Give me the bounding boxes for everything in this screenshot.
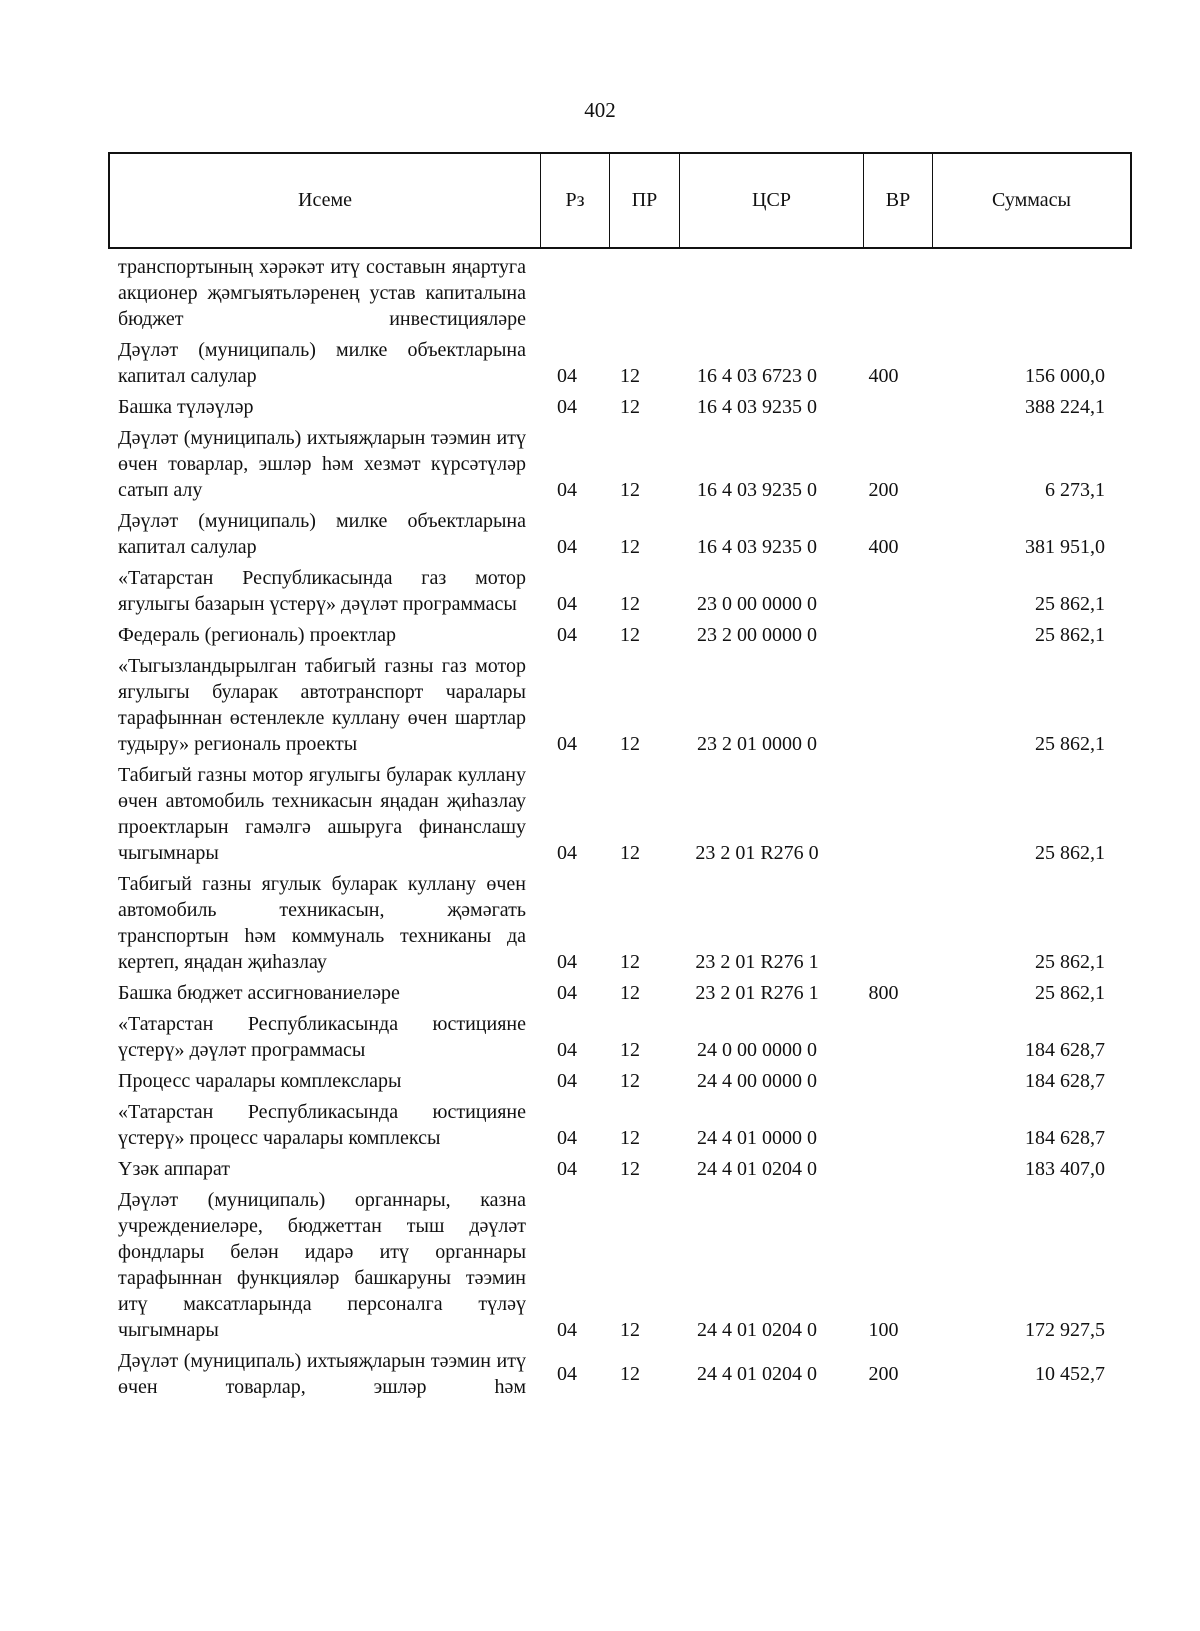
header-sum: Суммасы: [992, 189, 1071, 211]
row-vr: 800: [868, 982, 899, 1004]
row-pr: 12: [620, 1319, 640, 1341]
row-name: Башка бюджет ассигнованиеләре: [118, 982, 400, 1004]
row-sum: 25 862,1: [1035, 624, 1105, 646]
header-csr: ЦСР: [680, 154, 864, 247]
row-rz: 04: [557, 624, 577, 646]
row-name: Үзәк аппарат: [118, 1158, 230, 1180]
row-rz: 04: [557, 842, 577, 864]
row-csr: 24 4 01 0000 0: [697, 1127, 817, 1149]
row-name: Дәүләт (муниципаль) органнары, казна учреждениеләре, бюджеттан тыш дәүләт фондлары белән идарә итү органнары тарафыннан функцияләр башкаруны тәэмин итү максатларында персоналга түләү чыгымнары: [118, 1189, 526, 1341]
header-vr: ВР: [864, 154, 933, 247]
header-pr: ПР: [610, 154, 680, 247]
row-pr: 12: [620, 624, 640, 646]
row-vr: 400: [868, 365, 899, 387]
row-pr: 12: [620, 593, 640, 615]
row-sum: 25 862,1: [1035, 951, 1105, 973]
row-rz: 04: [557, 365, 577, 387]
table-row: [108, 1348, 1132, 1400]
row-csr: 16 4 03 6723 0: [697, 365, 817, 387]
table-row: [108, 622, 1132, 648]
row-rz: 04: [557, 1319, 577, 1341]
row-name: Дәүләт (муниципаль) милке объектларына капитал салулар: [118, 510, 526, 558]
table-row: [108, 762, 1132, 866]
row-name: «Татарстан Республикасында юстицияне үстерү» дәүләт программасы: [118, 1013, 526, 1061]
table-row: [108, 254, 1132, 332]
row-sum: 156 000,0: [1025, 365, 1105, 387]
row-pr: 12: [620, 842, 640, 864]
table-row: [108, 653, 1132, 757]
table-row: [108, 871, 1132, 975]
row-sum: 25 862,1: [1035, 842, 1105, 864]
row-pr: 12: [620, 733, 640, 755]
row-sum: 184 628,7: [1025, 1070, 1105, 1092]
row-rz: 04: [557, 1127, 577, 1149]
row-name: Табигый газны ягулык буларак куллану өчен автомобиль техникасын, җәмәгать транспортын һәм коммуналь техниканы да кертеп, яңадан җиһазлау: [118, 873, 526, 973]
row-csr: 24 4 01 0204 0: [697, 1319, 817, 1341]
row-pr: 12: [620, 396, 640, 418]
row-rz: 04: [557, 1158, 577, 1180]
table-body: [108, 254, 1132, 1405]
row-csr: 24 0 00 0000 0: [697, 1039, 817, 1061]
row-csr: 16 4 03 9235 0: [697, 479, 817, 501]
row-pr: 12: [620, 536, 640, 558]
row-pr: 12: [620, 1070, 640, 1092]
row-rz: 04: [557, 951, 577, 973]
row-pr: 12: [620, 1039, 640, 1061]
row-sum: 10 452,7: [1035, 1363, 1105, 1385]
row-csr: 24 4 01 0204 0: [697, 1158, 817, 1180]
header-rz: Рз: [541, 154, 610, 247]
row-csr: 23 0 00 0000 0: [697, 593, 817, 615]
row-csr: 23 2 01 R276 0: [695, 842, 819, 864]
row-sum: 172 927,5: [1025, 1319, 1105, 1341]
table-row: [108, 425, 1132, 503]
row-pr: 12: [620, 365, 640, 387]
row-csr: 23 2 00 0000 0: [697, 624, 817, 646]
row-rz: 04: [557, 479, 577, 501]
row-csr: 23 2 01 R276 1: [695, 982, 819, 1004]
row-name: Процесс чаралары комплекслары: [118, 1070, 402, 1092]
row-sum: 184 628,7: [1025, 1039, 1105, 1061]
row-name: Дәүләт (муниципаль) милке объектларына капитал салулар: [118, 339, 526, 387]
row-pr: 12: [620, 982, 640, 1004]
row-pr: 12: [620, 1158, 640, 1180]
table-row: [108, 1099, 1132, 1151]
row-vr: 100: [868, 1319, 899, 1341]
row-vr: 400: [868, 536, 899, 558]
row-csr: 23 2 01 R276 1: [695, 951, 819, 973]
row-sum: 388 224,1: [1025, 396, 1105, 418]
row-sum: 183 407,0: [1025, 1158, 1105, 1180]
row-pr: 12: [620, 1127, 640, 1149]
row-sum: 381 951,0: [1025, 536, 1105, 558]
table-row: [108, 394, 1132, 420]
row-csr: 16 4 03 9235 0: [697, 396, 817, 418]
row-name: Федераль (региональ) проектлар: [118, 624, 396, 646]
row-rz: 04: [557, 733, 577, 755]
row-rz: 04: [557, 536, 577, 558]
table-row: [108, 980, 1132, 1006]
row-rz: 04: [557, 1070, 577, 1092]
row-name: «Тыгызландырылган табигый газны газ мотор ягулыгы буларак автотранспорт чаралары тарафыннан өстенлекле куллану өчен шартлар тудыру» региональ проекты: [118, 655, 526, 755]
header-name: Исеме: [110, 154, 541, 247]
row-sum: 184 628,7: [1025, 1127, 1105, 1149]
row-pr: 12: [620, 951, 640, 973]
row-csr: 16 4 03 9235 0: [697, 536, 817, 558]
row-name: Табигый газны мотор ягулыгы буларак куллану өчен автомобиль техникасын яңадан җиһазлау проектларын гамәлгә ашыруга финанслашу чыгымнары: [118, 764, 526, 864]
row-pr: 12: [620, 479, 640, 501]
table-row: [108, 1068, 1132, 1094]
row-name: «Татарстан Республикасында юстицияне үстерү» процесс чаралары комплексы: [118, 1101, 526, 1149]
row-rz: 04: [557, 1363, 577, 1385]
row-name: Дәүләт (муниципаль) ихтыяҗларын тәэмин итү өчен товарлар, эшләр һәм хезмәт күрсәтүләр сатып алу: [118, 427, 526, 501]
table-row: [108, 508, 1132, 560]
row-name: «Татарстан Республикасында газ мотор ягулыгы базарын үстерү» дәүләт программасы: [118, 567, 526, 615]
row-rz: 04: [557, 396, 577, 418]
row-csr: 24 4 00 0000 0: [697, 1070, 817, 1092]
row-sum: 6 273,1: [1045, 479, 1105, 501]
table-row: [108, 565, 1132, 617]
table-row: [108, 1156, 1132, 1182]
table-row: [108, 337, 1132, 389]
row-vr: 200: [868, 1363, 899, 1385]
row-name: Башка түләүләр: [118, 396, 254, 418]
row-rz: 04: [557, 593, 577, 615]
row-sum: 25 862,1: [1035, 593, 1105, 615]
row-csr: 24 4 01 0204 0: [697, 1363, 817, 1385]
table-row: [108, 1187, 1132, 1343]
row-rz: 04: [557, 1039, 577, 1061]
table-row: [108, 1011, 1132, 1063]
page-number: 402: [584, 98, 616, 122]
row-sum: 25 862,1: [1035, 733, 1105, 755]
row-name: транспортының хәрәкәт итү составын яңартуга акционер җәмгыятьләренең устав капиталына бюджет инвестицияләре: [118, 256, 526, 330]
row-csr: 23 2 01 0000 0: [697, 733, 817, 755]
row-name: Дәүләт (муниципаль) ихтыяҗларын тәэмин итү өчен товарлар, эшләр һәм: [118, 1350, 526, 1398]
row-rz: 04: [557, 982, 577, 1004]
table-header: [108, 152, 1132, 249]
row-sum: 25 862,1: [1035, 982, 1105, 1004]
row-pr: 12: [620, 1363, 640, 1385]
row-vr: 200: [868, 479, 899, 501]
